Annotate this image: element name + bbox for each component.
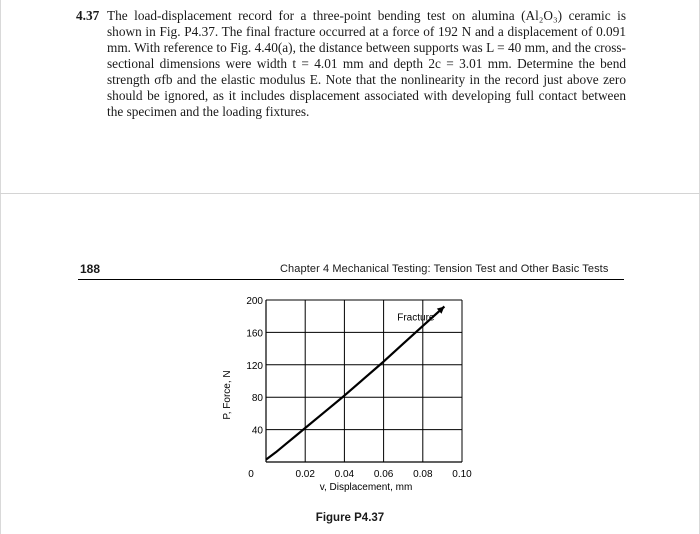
y-tick-label: 160 xyxy=(246,328,263,340)
fracture-label: Fracture xyxy=(397,312,435,324)
x-tick-label: 0.02 xyxy=(295,469,315,480)
page-number: 188 xyxy=(80,262,101,276)
chart-grid xyxy=(266,300,462,462)
x-tick-label: 0.04 xyxy=(334,469,355,480)
chart-ticks xyxy=(246,296,472,480)
problem-number: 4.37 xyxy=(76,8,100,23)
problem-text: The load-displacement record for a three-point bending test on alumina (Al₂O₃) ceramic is shown in Fig. P4.37. The final fracture occurred at a force of 192 N and a displacement of 0.091 mm. With reference to Fig. 4.40(a), the distance between supports was L = 40 mm, and the cross-sectional dimensions were width t = 4.01 mm and depth 2c = 3.01 mm. Determine the bend strength σfb and the elastic modulus E. Note that the nonlinearity in the record just above zero should be ignored, as it includes displacement associated with developing full contact between the specimen and the loading fixtures. xyxy=(107,8,626,119)
x-tick-label: 0.10 xyxy=(452,469,472,480)
chart-annotations xyxy=(397,312,435,323)
page-left-edge xyxy=(0,0,1,534)
chart-series xyxy=(266,307,444,460)
page-divider xyxy=(0,193,700,194)
series-line-0 xyxy=(266,307,444,460)
y-tick-label: 200 xyxy=(246,296,263,307)
header-rule xyxy=(78,279,624,280)
origin-label: 0 xyxy=(248,469,254,480)
load-displacement-chart xyxy=(210,288,500,500)
y-tick-label: 80 xyxy=(251,393,263,405)
problem-4-37 xyxy=(76,8,626,120)
y-tick-label: 120 xyxy=(246,360,263,372)
x-tick-label: 0.08 xyxy=(413,469,433,480)
y-axis-label: P, Force, N xyxy=(222,370,233,420)
x-axis-label: v, Displacement, mm xyxy=(319,482,413,493)
chapter-header: Chapter 4 Mechanical Testing: Tension Test and Other Basic Tests xyxy=(280,263,609,275)
figure-caption: Figure P4.37 xyxy=(315,512,385,524)
x-tick-label: 0.06 xyxy=(373,469,394,480)
y-tick-label: 40 xyxy=(251,425,263,437)
